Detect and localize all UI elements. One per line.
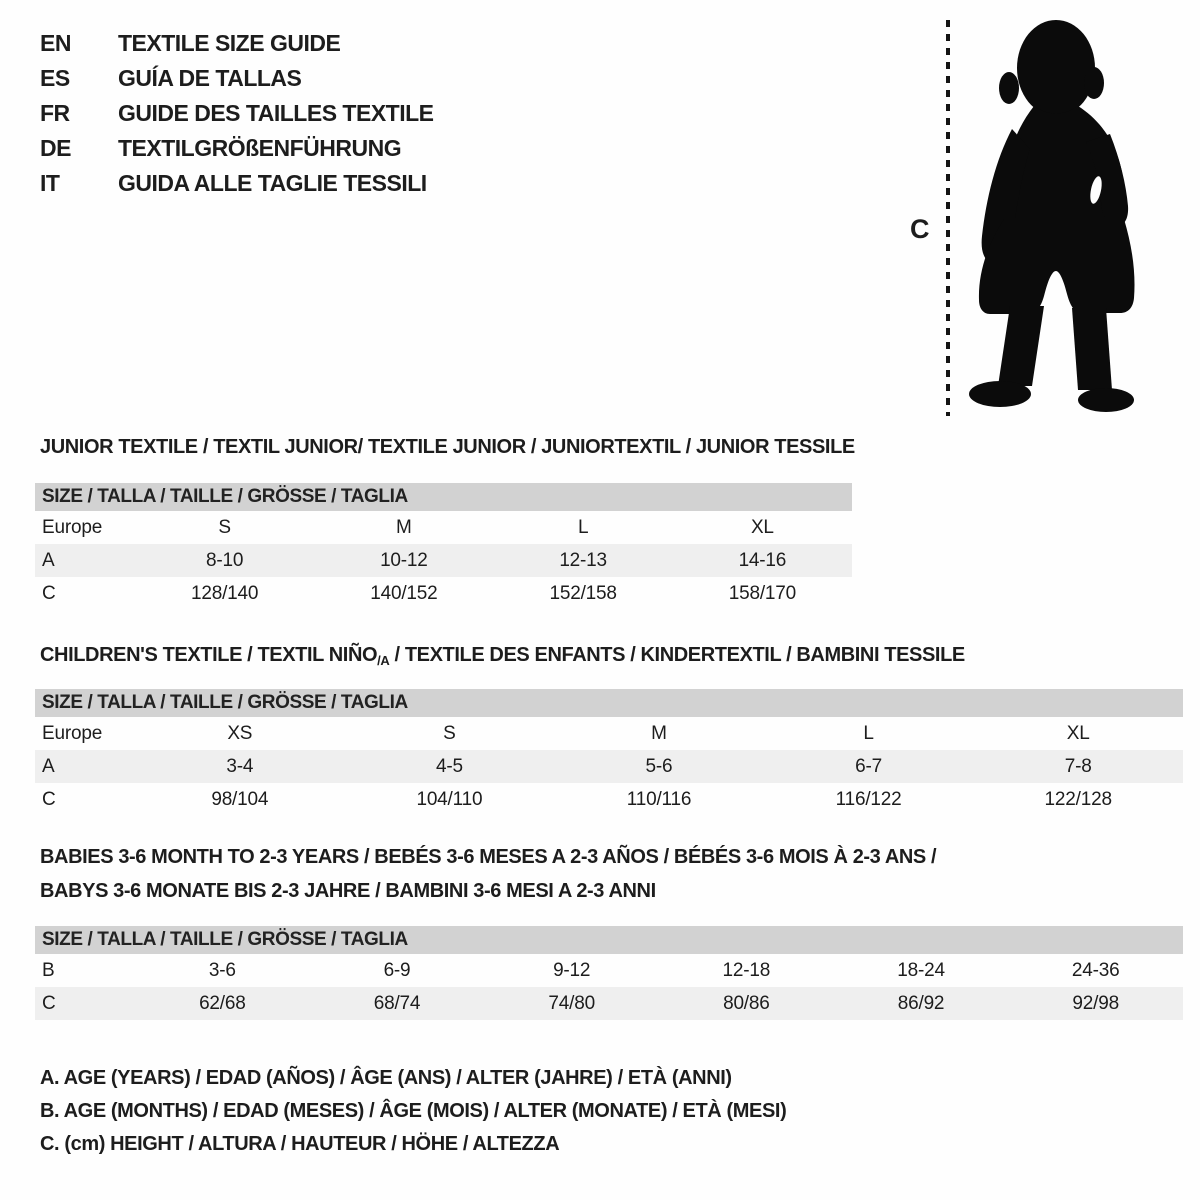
table-row-europe — [35, 511, 852, 544]
size-cell: L — [577, 516, 589, 538]
height-cell: 122/128 — [1044, 788, 1112, 810]
section-title-junior: JUNIOR TEXTILE / TEXTIL JUNIOR/ TEXTILE JUNIOR / JUNIORTEXTIL / JUNIOR TESSILE — [40, 436, 855, 458]
row-label: Europe — [42, 516, 103, 538]
table-header-band: SIZE / TALLA / TAILLE / GRÖSSE / TAGLIA — [35, 926, 1183, 954]
table-row-months — [35, 954, 1183, 987]
height-cell: 116/122 — [835, 788, 902, 810]
height-measure-dashed-line — [946, 20, 950, 416]
language-code: DE — [40, 135, 71, 161]
size-cell: S — [443, 722, 456, 744]
language-code: IT — [40, 170, 60, 196]
baby-silhouette-icon — [960, 14, 1146, 422]
age-cell: 4-5 — [435, 755, 463, 777]
age-cell: 7-8 — [1064, 755, 1092, 777]
size-cell: M — [651, 722, 667, 744]
size-table-babies — [35, 926, 1183, 1020]
table-row-height — [35, 577, 852, 610]
age-cell: 18-24 — [897, 959, 945, 981]
age-cell: 9-12 — [553, 959, 591, 981]
language-title: TEXTILE SIZE GUIDE — [118, 30, 341, 56]
age-cell: 12-18 — [722, 959, 771, 981]
row-label: C — [42, 582, 56, 604]
row-label: Europe — [42, 722, 103, 744]
table-header-band: SIZE / TALLA / TAILLE / GRÖSSE / TAGLIA — [35, 689, 1183, 717]
size-cell: M — [396, 516, 412, 538]
table-row-europe — [35, 717, 1183, 750]
section-title-babies-line2: BABYS 3-6 MONATE BIS 2-3 JAHRE / BAMBINI 3-6 MESI A 2-3 ANNI — [40, 880, 656, 902]
table-row-age — [35, 750, 1183, 783]
language-title: TEXTILGRÖßENFÜHRUNG — [118, 135, 402, 161]
section-title-children-sub: /A — [377, 653, 390, 668]
size-cell: XL — [1066, 722, 1090, 744]
row-label: C — [42, 992, 56, 1014]
height-measure-label: C — [910, 214, 930, 244]
age-cell: 3-6 — [208, 959, 236, 981]
row-label: A — [42, 755, 55, 777]
language-title-list — [40, 26, 434, 201]
size-cell: XS — [227, 722, 253, 744]
language-title: GUIDA ALLE TAGLIE TESSILI — [118, 170, 427, 196]
language-code: FR — [40, 100, 70, 126]
age-cell: 10-12 — [380, 549, 428, 571]
height-cell: 104/110 — [416, 788, 483, 810]
language-row-en — [40, 26, 434, 61]
table-row-height — [35, 987, 1183, 1020]
height-cell: 68/74 — [373, 992, 421, 1014]
language-row-it — [40, 166, 434, 201]
height-cell: 74/80 — [548, 992, 595, 1014]
height-cell: 110/116 — [626, 788, 692, 810]
age-cell: 5-6 — [645, 755, 673, 777]
row-label: B — [42, 959, 55, 981]
height-cell: 152/158 — [549, 582, 617, 604]
age-cell: 6-7 — [855, 755, 883, 777]
age-cell: 3-4 — [226, 755, 254, 777]
height-cell: 62/68 — [199, 992, 246, 1014]
height-cell: 80/86 — [723, 992, 770, 1014]
section-title-children-suffix: / TEXTILE DES ENFANTS / KINDERTEXTIL / BAMBINI TESSILE — [389, 644, 965, 666]
height-cell: 98/104 — [211, 788, 269, 810]
legend — [40, 1062, 786, 1161]
size-cell: XL — [750, 516, 774, 538]
age-cell: 14-16 — [738, 549, 787, 571]
language-code: ES — [40, 65, 70, 91]
legend-line-c: C. (cm) HEIGHT / ALTURA / HAUTEUR / HÖHE / ALTEZZA — [40, 1133, 560, 1155]
age-cell: 6-9 — [383, 959, 411, 981]
age-cell: 24-36 — [1071, 959, 1120, 981]
legend-line-a: A. AGE (YEARS) / EDAD (AÑOS) / ÂGE (ANS) / ALTER (JAHRE) / ETÀ (ANNI) — [40, 1067, 732, 1089]
height-cell: 86/92 — [897, 992, 945, 1014]
row-label: C — [42, 788, 56, 810]
table-header-band: SIZE / TALLA / TAILLE / GRÖSSE / TAGLIA — [35, 483, 852, 511]
table-row-age — [35, 544, 852, 577]
language-row-de — [40, 131, 434, 166]
section-title-children — [40, 644, 965, 668]
age-cell: 8-10 — [206, 549, 244, 571]
height-cell: 92/98 — [1072, 992, 1119, 1014]
language-code: EN — [40, 30, 71, 56]
section-title-babies-line1: BABIES 3-6 MONTH TO 2-3 YEARS / BEBÉS 3-6 MESES A 2-3 AÑOS / BÉBÉS 3-6 MOIS À 2-3 ANS / — [40, 846, 937, 868]
height-cell: 128/140 — [190, 582, 259, 604]
language-title: GUÍA DE TALLAS — [118, 65, 302, 91]
section-title-children-prefix: CHILDREN'S TEXTILE / TEXTIL NIÑO — [40, 644, 378, 666]
size-cell: L — [863, 722, 874, 744]
language-row-es — [40, 61, 434, 96]
language-row-fr — [40, 96, 434, 131]
height-cell: 158/170 — [728, 582, 797, 604]
size-cell: S — [218, 516, 231, 538]
language-title: GUIDE DES TAILLES TEXTILE — [118, 100, 434, 126]
height-cell: 140/152 — [370, 582, 438, 604]
size-table-junior — [35, 483, 852, 610]
table-row-height — [35, 783, 1183, 816]
age-cell: 12-13 — [559, 549, 607, 571]
size-table-children — [35, 689, 1183, 816]
legend-line-b: B. AGE (MONTHS) / EDAD (MESES) / ÂGE (MOIS) / ALTER (MONATE) / ETÀ (MESI) — [40, 1100, 787, 1122]
row-label: A — [42, 549, 55, 571]
